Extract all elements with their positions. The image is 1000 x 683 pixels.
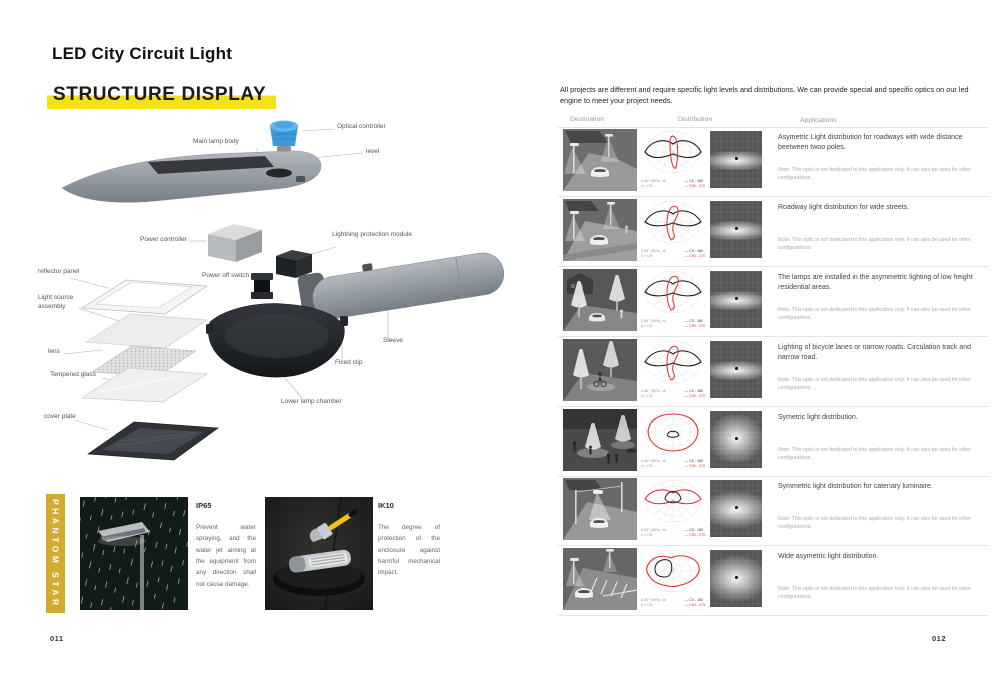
legend-c0: — C0 - 180 [684, 459, 704, 463]
caption-line2: η = CN [641, 324, 653, 329]
optical-controller-part [270, 121, 298, 153]
caption-line2: η = CN [641, 533, 653, 538]
label-lower-lamp-chamber: Lower lamp chamber [281, 398, 342, 405]
application-text: Roadway light distribution for wide streets. [778, 204, 910, 211]
legend-c0: — C0 - 180 [684, 528, 704, 532]
lightning-protection-module-part [276, 250, 312, 278]
column-header-destination: Destination [570, 116, 605, 123]
polar-caption [641, 249, 705, 259]
ip65-code: IP65 [196, 501, 212, 510]
distribution-heatmap [710, 550, 762, 607]
heatmap-center-dot [735, 227, 738, 230]
banner-text: PHANTOM STAR [50, 498, 61, 609]
page-number-right: 012 [932, 634, 947, 643]
distribution-polar-chart [641, 270, 705, 316]
label-lens: lens [48, 348, 60, 355]
sleeve-part [297, 243, 507, 325]
ip65-description: Prevent water spraying, and the water jet aiming at the equipment from any direction shall not cause damage. [196, 524, 256, 588]
label-power-controller: Power controller [140, 236, 187, 243]
legend-c90: — C90 - 270 [684, 603, 705, 608]
distribution-polar-chart [641, 200, 705, 246]
tempered-glass-part [82, 368, 207, 402]
row-separator [558, 545, 988, 546]
section-title: STRUCTURE DISPLAY [47, 84, 276, 109]
legend-c90: — C90 - 270 [684, 324, 705, 329]
row-separator [558, 615, 988, 616]
legend-c0: — C0 - 180 [684, 179, 704, 183]
distribution-heatmap [710, 201, 762, 258]
legend-c90: — C90 - 270 [684, 533, 705, 538]
row-separator [558, 406, 988, 407]
page-title: LED City Circuit Light [52, 44, 233, 63]
distribution-heatmap [710, 131, 762, 188]
label-light-source-assembly: Light source assembly [38, 294, 74, 310]
label-reflector-panel: reflector panel [38, 268, 80, 275]
destination-image [563, 548, 637, 610]
polar-caption [641, 389, 705, 399]
legend-c0: — C0 - 180 [684, 249, 704, 253]
power-off-switch-part [251, 273, 273, 299]
polar-caption [641, 528, 705, 538]
caption-line2: η = CN [641, 254, 653, 259]
label-sleeve: Sleeve [383, 337, 403, 344]
distribution-heatmap [710, 271, 762, 328]
ik10-hammer-image [265, 497, 373, 610]
label-level: level [366, 148, 380, 155]
power-controller-part [208, 224, 262, 262]
destination-image [563, 339, 637, 401]
exploded-structure-diagram [30, 110, 520, 490]
caption-line1: 0-85° (85%), cd [641, 249, 667, 253]
column-header-distribution: Distribution [678, 116, 712, 123]
row-separator [558, 476, 988, 477]
distribution-heatmap [710, 480, 762, 537]
destination-image [563, 269, 637, 331]
column-header-applications: Applications [800, 117, 837, 124]
destination-image [563, 478, 637, 540]
label-tempered-glass: Tempered glass [50, 371, 96, 378]
label-power-off-switch: Power off switch [202, 272, 250, 279]
reflector-panel-part [82, 280, 207, 314]
polar-caption [641, 598, 705, 608]
legend-c0: — C0 - 180 [684, 319, 704, 323]
distribution-polar-chart [641, 479, 705, 525]
caption-line1: 0-85° (85%), cd [641, 389, 667, 393]
label-fixed-clip: Fixed clip [335, 359, 363, 366]
row-separator [558, 336, 988, 337]
distribution-polar-chart [641, 410, 705, 456]
polar-caption [641, 319, 705, 329]
ip65-rain-image [80, 497, 188, 610]
heatmap-center-dot [735, 297, 738, 300]
heatmap-center-dot [735, 437, 738, 440]
application-text: Asymetric Light distribution for roadways with wide distance beetween twoo poles. [778, 134, 963, 151]
polar-caption [641, 459, 705, 469]
lower-lamp-chamber-part [206, 304, 348, 377]
caption-line1: 0-85° (85%), cd [641, 528, 667, 532]
legend-c0: — C0 - 180 [684, 389, 704, 393]
application-text: Lighting of bicycle lanes or narrow roads. Circulation track and narrow road. [778, 344, 971, 361]
application-note: Note: This optic is not dedicated to this application only. It can also be used for other configurations. [778, 516, 972, 531]
application-note: Note: This optic is not dedicated to this application only. It can also be used for other configurations. [778, 167, 972, 182]
heatmap-center-dot [735, 576, 738, 579]
header-underline [558, 127, 988, 128]
page-number-left: 011 [50, 634, 64, 643]
caption-line2: η = CN [641, 603, 653, 608]
distribution-polar-chart [641, 130, 705, 176]
label-main-lamp-body: Main lamp body [193, 138, 239, 145]
row-separator [558, 266, 988, 267]
application-text: Wide asymetric light distribution. [778, 553, 879, 560]
legend-c90: — C90 - 270 [684, 394, 705, 399]
phantom-star-banner [46, 494, 65, 613]
label-cover-plate: cover plate [44, 413, 76, 420]
label-optical-controller: Optical controller [337, 123, 386, 130]
application-note: Note: This optic is not dedicated to this application only. It can also be used for other configurations. [778, 586, 972, 601]
legend-c90: — C90 - 270 [684, 184, 705, 189]
destination-image [563, 409, 637, 471]
ik10-description: The degree of protection of the enclosure against harmful mechanical impact. [378, 524, 440, 577]
destination-image [563, 199, 637, 261]
legend-c90: — C90 - 270 [684, 464, 705, 469]
distribution-polar-chart [641, 549, 705, 595]
application-note: Note: This optic is not dedicated to this application only. It can also be used for other configurations. [778, 377, 972, 392]
heatmap-center-dot [735, 157, 738, 160]
caption-line2: η = CN [641, 394, 653, 399]
intro-paragraph: All projects are different and require specific light levels and distributions. We can provide special and specific optics on our led engine to meet your project needs. [560, 85, 969, 106]
distribution-heatmap [710, 341, 762, 398]
caption-line1: 0-85° (85%), cd [641, 179, 667, 183]
distribution-heatmap [710, 411, 762, 468]
destination-image [563, 129, 637, 191]
polar-caption [641, 179, 705, 189]
heatmap-center-dot [735, 506, 738, 509]
application-text: The lamps are installed in the asymmetric lighting of low height residential areas. [778, 274, 973, 291]
legend-c0: — C0 - 180 [684, 598, 704, 602]
application-text: Symmetric light distribution for catenary luminaire. [778, 483, 933, 490]
light-source-assembly-part [86, 314, 207, 348]
caption-line1: 0-85° (85%), cd [641, 598, 667, 602]
application-note: Note: This optic is not dedicated to this application only. It can also be used for other configurations. [778, 447, 972, 462]
row-separator [558, 196, 988, 197]
legend-c90: — C90 - 270 [684, 254, 705, 259]
application-text: Symetric light distribution. [778, 414, 858, 421]
caption-line2: η = CN [641, 184, 653, 189]
ik10-code: IK10 [378, 501, 394, 510]
label-lightning-protection-module: Lightning protection module [332, 231, 412, 238]
cover-plate-part [88, 422, 218, 460]
distribution-polar-chart [641, 340, 705, 386]
caption-line2: η = CN [641, 464, 653, 469]
heatmap-center-dot [735, 367, 738, 370]
application-note: Note: This optic is not dedicated to this application only. It can also be used for other configurations. [778, 307, 972, 322]
caption-line1: 0-85° (85%), cd [641, 319, 667, 323]
main-lamp-body-part [62, 151, 321, 202]
caption-line1: 0-85° (85%), cd [641, 459, 667, 463]
application-note: Note: This optic is not dedicated to this application only. It can also be used for other configurations. [778, 237, 972, 252]
